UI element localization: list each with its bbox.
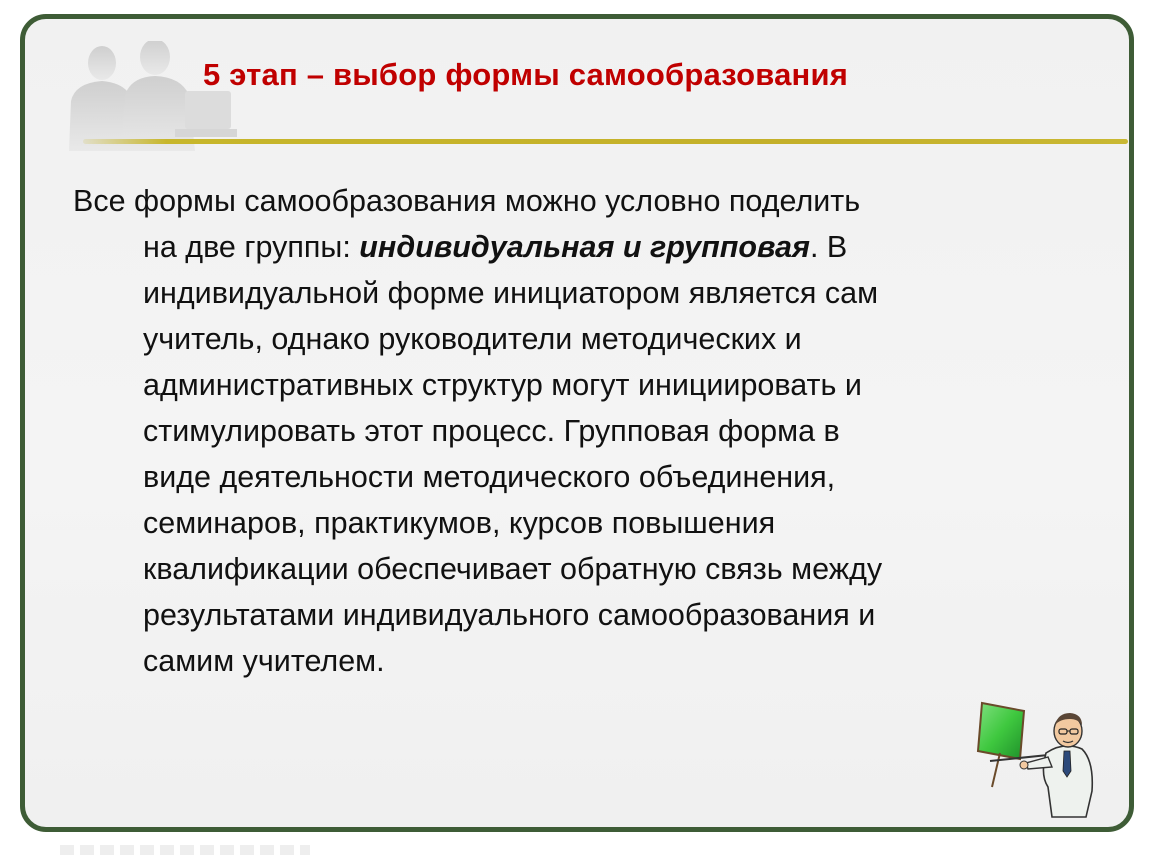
title-underline: [83, 139, 1128, 144]
body-emphasis: индивидуальная и групповая: [359, 230, 810, 264]
footer-decoration: [60, 845, 310, 855]
body-line-6: стимулировать этот процесс. Групповая форма в: [143, 414, 840, 448]
body-line-4: учитель, однако руководители методических и: [143, 322, 802, 356]
body-line-1: Все формы самообразования можно условно поделить: [73, 184, 861, 218]
body-line-2-end: . В: [809, 230, 848, 264]
body-line-7: виде деятельности методического объединения,: [143, 460, 836, 494]
slide-frame: [20, 14, 1134, 832]
body-line-8: семинаров, практикумов, курсов повышения: [143, 506, 776, 540]
slide-title: 5 этап – выбор формы самообразования: [203, 57, 849, 92]
body-line-2: [73, 224, 1053, 270]
body-line-10: результатами индивидуального самообразования и: [143, 598, 876, 632]
body-line-9: квалификации обеспечивает обратную связь между: [143, 552, 883, 586]
slide-body-text: [73, 178, 1053, 684]
body-line-2-start: на две группы:: [143, 230, 360, 264]
teacher-pointing-at-board-icon: [960, 691, 1110, 821]
body-line-5: административных структур могут инициировать и: [143, 368, 862, 402]
body-line-11: самим учителем.: [143, 644, 385, 678]
body-line-3: индивидуальной форме инициатором является сам: [143, 276, 879, 310]
